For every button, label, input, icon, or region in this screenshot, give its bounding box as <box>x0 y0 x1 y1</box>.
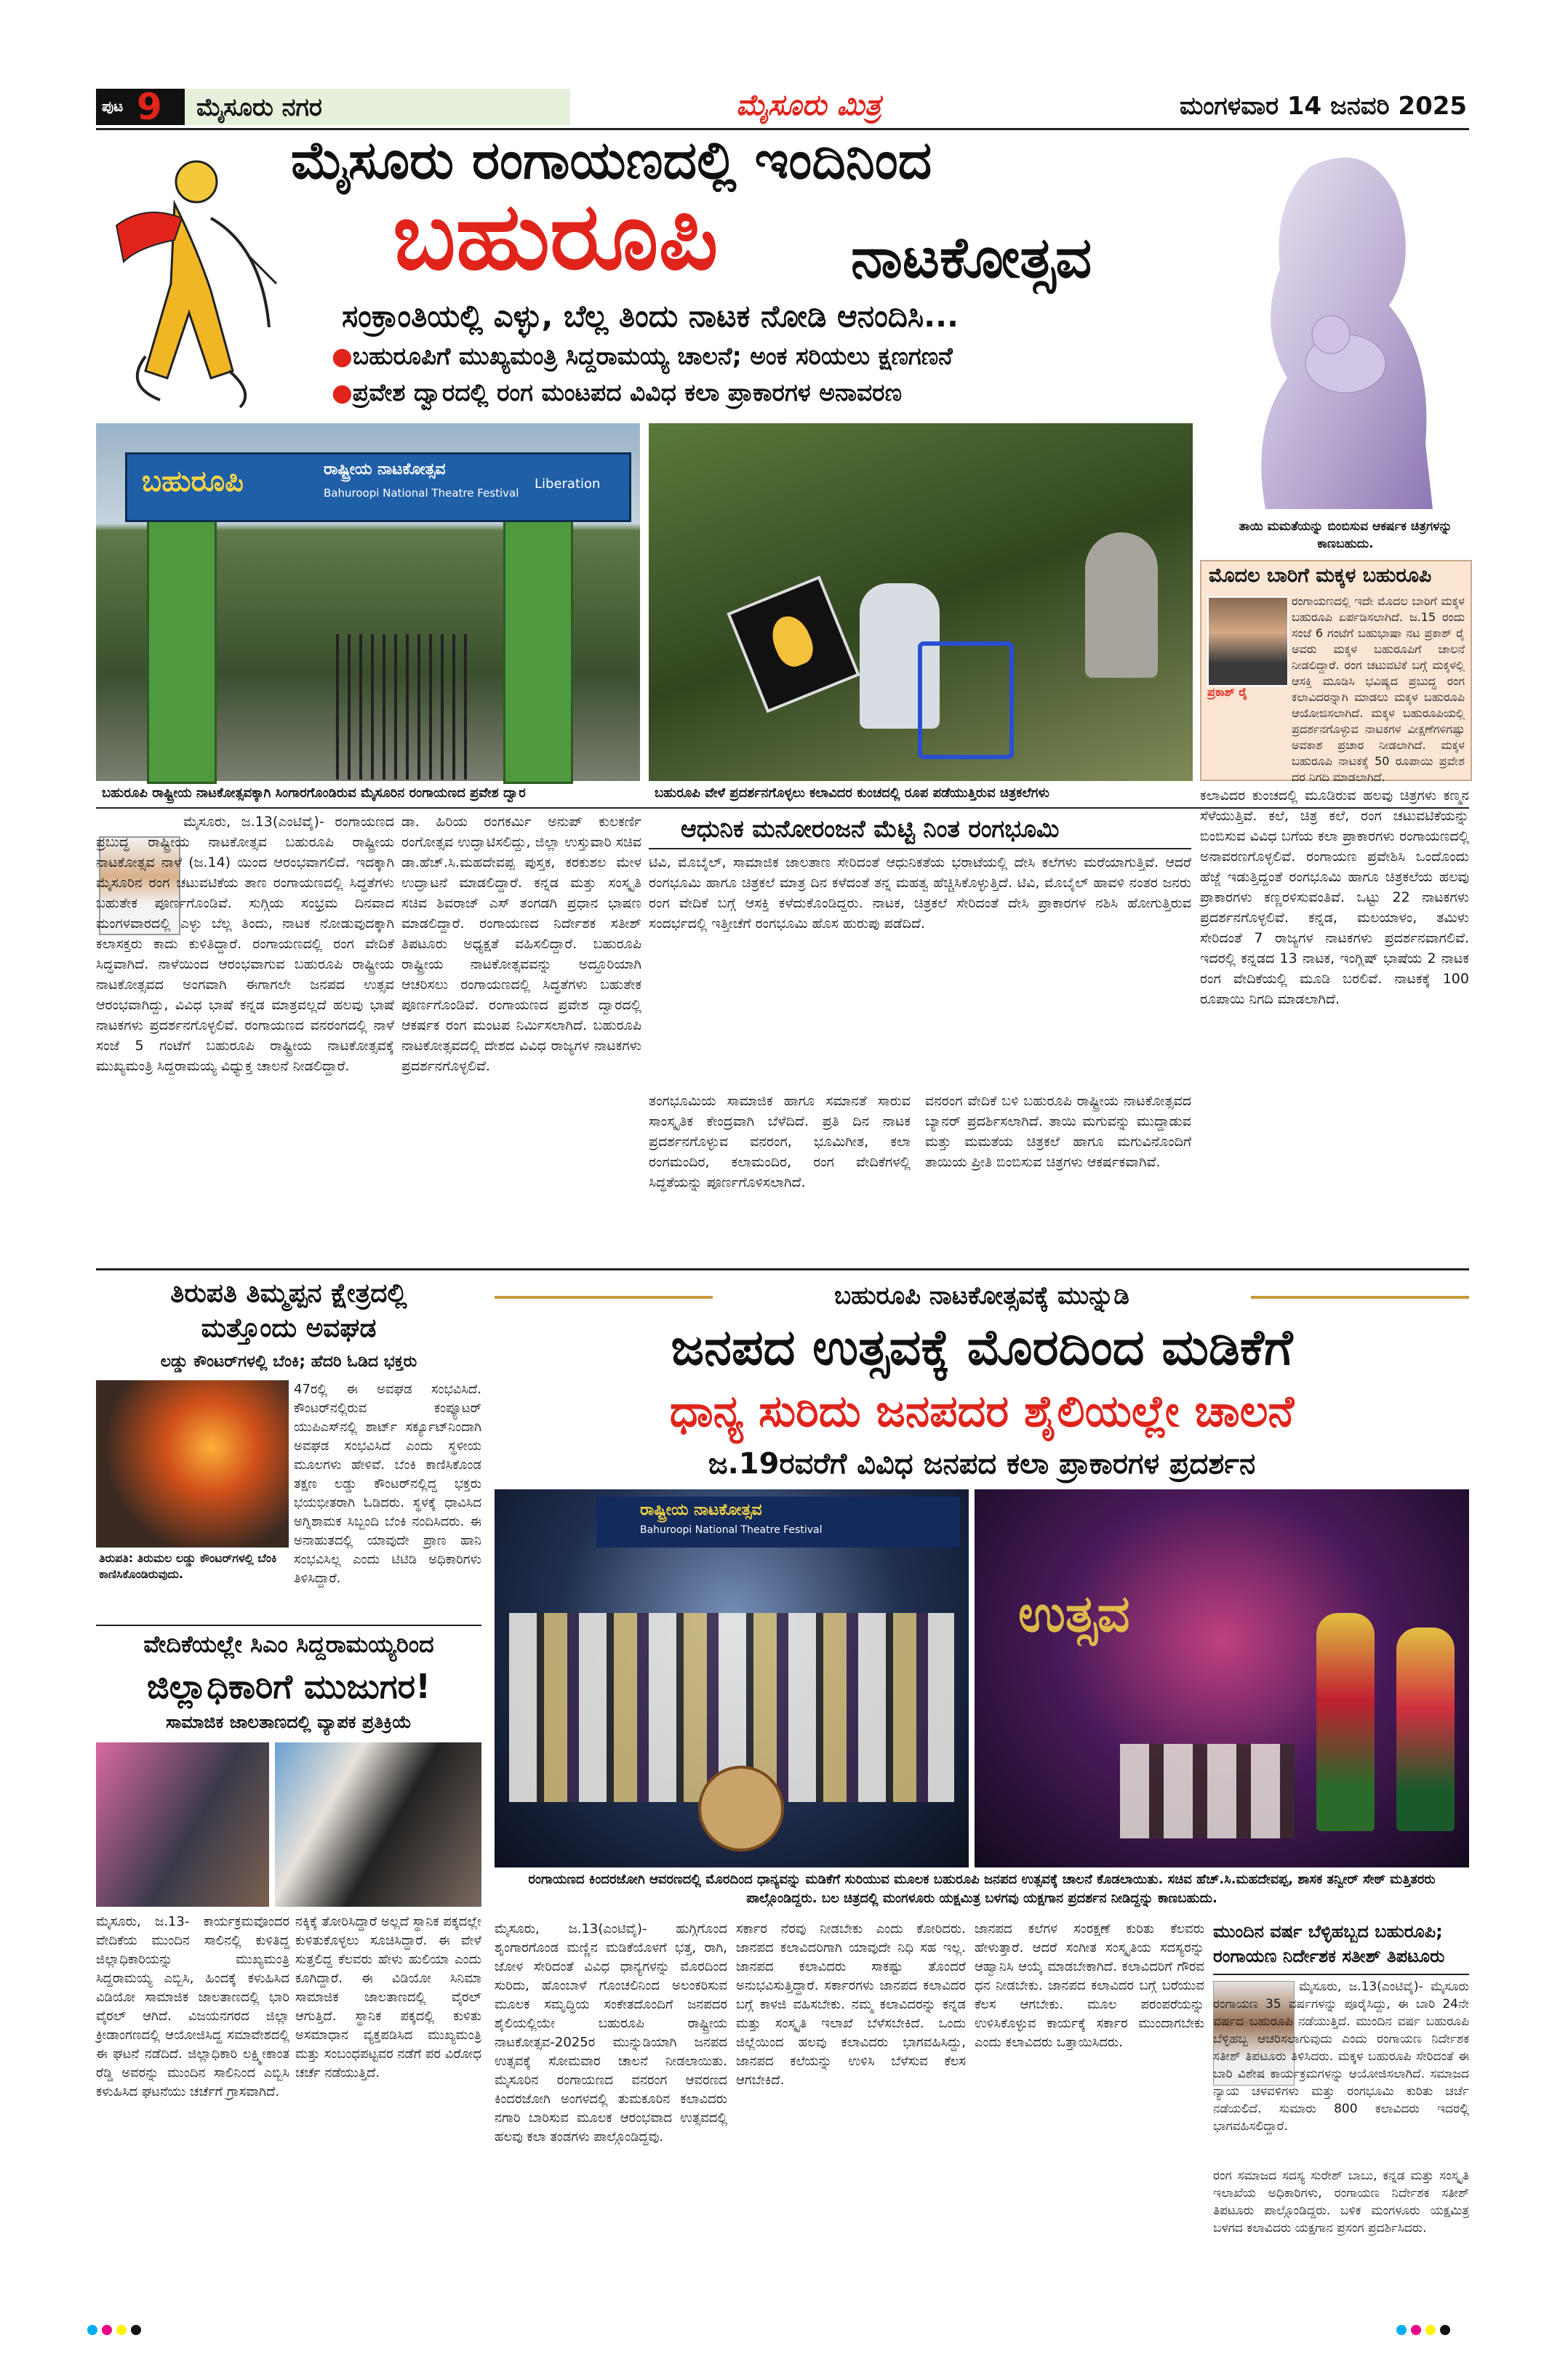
registration-marks-left <box>87 2324 141 2338</box>
dancer-1 <box>1316 1613 1375 1831</box>
cm-title-2: ಜಿಲ್ಲಾಧಿಕಾರಿಗೆ ಮುಜುಗರ! <box>146 1667 431 1706</box>
dancer-2 <box>1396 1628 1455 1831</box>
lead-kicker: ಮೈಸೂರು ರಂಗಾಯಣದಲ್ಲಿ ಇಂದಿನಿಂದ <box>291 129 932 191</box>
painter-photo <box>649 423 1193 781</box>
janapada-text-a: ಮೈಸೂರು, ಜ.13(ಎಂಟಿವೈ)- ಹುಗ್ಗಿಗೊಂದ ಶೃಂಗಾರಗೊಂಡ ಮಣ್ಣಿನ ಮಡಿಕೆಯೊಳಗೆ ಭತ್ತ, ರಾಗಿ, ಜೋಳ ಸೇರಿದಂತೆ ವಿವಿಧ ಧಾನ್ಯಗಳನ್ನು ಮೊರದಿಂದ ಸುರಿದು, ಹೊಂಬಾಳೆ ಗೊಂಚಲಿನಿಂದ ಅಲಂಕರಿಸುವ ಮೂಲಕ ಸಮೃದ್ಧಿಯ ಸಂಕೇತದೊಂದಿಗೆ ಜನಪದರ ಶೈಲಿಯಲ್ಲಿಯೇ ಬಹುರೂಪಿ ರಾಷ್ಟ್ರೀಯ ನಾಟಕೋತ್ಸವ-2025ರ ಮುನ್ನುಡಿಯಾಗಿ ಜನಪದ ಉತ್ಸವಕ್ಕೆ ಸೋಮವಾರ ಚಾಲನೆ ನೀಡಲಾಯಿತು. ಮೈಸೂರಿನ ರಂಗಾಯಣದ ವನರಂಗ ಆವರಣದ ಕಿಂದರಜೋಗಿ ಅಂಗಳದಲ್ಲಿ ತುಮಕೂರಿನ ಕಲಾವಿದರು ನಗಾರಿ ಬಾರಿಸುವ ಮೂಲಕ ಆರಂಭವಾದ ಉತ್ಸವದಲ್ಲಿ ಹಲವು ಕಲಾ ತಂಡಗಳು ಪಾಲ್ಗೊಂಡಿದ್ದವು. <box>495 1921 727 2145</box>
section-tab <box>185 89 570 125</box>
page-number: 9 <box>137 86 162 128</box>
lead-bullet-text: ಬಹುರೂಪಿಗೆ ಮುಖ್ಯಮಂತ್ರಿ ಸಿದ್ದರಾಮಯ್ಯ ಚಾಲನೆ; ಅಂಕ ಸರಿಯಲು ಕ್ಷಣಗಣನೆ <box>352 342 953 370</box>
mid-divider <box>96 1268 1469 1270</box>
tirupati-fire-photo <box>96 1380 289 1548</box>
cm-photo-1 <box>96 1742 269 1907</box>
tirupati-subtitle: ಲಡ್ಡು ಕೌಂಟರ್‌ಗಳಲ್ಲಿ ಬೆಂಕಿ; ಹೆದರಿ ಓಡಿದ ಭಕ್ತರು <box>160 1353 417 1371</box>
mother-child-sculpture <box>1222 138 1469 516</box>
painting-flame <box>766 611 819 672</box>
stage-banner-text: ರಾಷ್ಟ್ರೀಯ ನಾಟಕೋತ್ಸವ <box>640 1501 762 1519</box>
cm-divider <box>96 1625 481 1626</box>
gate-pillar-left <box>147 511 217 784</box>
kids-box-title: ಮೊದಲ ಬಾರಿಗೆ ಮಕ್ಕಳ ಬಹುರೂಪಿ <box>1209 564 1432 587</box>
decorated-pot <box>698 1766 784 1851</box>
lead-bullet-1 <box>332 342 953 371</box>
modern-box-title-rule <box>649 848 1191 849</box>
gate-sign-en: Bahuroopi National Theatre Festival <box>324 487 519 500</box>
sathish-title-2: ರಂಗಾಯಣ ನಿರ್ದೇಶಕ ಸತೀಶ್ ತಿಪಟೂರು <box>1213 1946 1445 1966</box>
painter-photo-caption: ಬಹುರೂಪಿ ವೇಳೆ ಪ್ರದರ್ಶನಗೊಳ್ಳಲು ಕಲಾವಿದರ ಕುಂಚದಲ್ಲಿ ರೂಪ ಪಡೆಯುತ್ತಿರುವ ಚಿತ್ರಕಲೆಗಳು <box>655 785 1050 801</box>
blue-chair <box>918 641 1014 759</box>
sathish-text: ಮೈಸೂರು, ಜ.13(ಎಂಟಿವೈ)- ಮೈಸೂರು ರಂಗಾಯಣ 35 ವರ್ಷಗಳನ್ನು ಪೂರೈಸಿದ್ದು, ಈ ಬಾರಿ 24ನೇ ವರ್ಷದ ಬಹುರೂಪಿ ನಡೆಯುತ್ತಿದೆ. ಮುಂದಿನ ವರ್ಷ ಬಹುರೂಪಿ ಬೆಳ್ಳಿಹಬ್ಬ ಆಚರಿಸಲಾಗುವುದು ಎಂದು ರಂಗಾಯಣ ನಿರ್ದೇಶಕ ಸತೀಶ್ ತಿಪಟೂರು ತಿಳಿಸಿದರು. ಮಕ್ಕಳ ಬಹುರೂಪಿ ಸೇರಿದಂತೆ ಈ ಬಾರಿ ವಿಶೇಷ ಕಾರ್ಯಕ್ರಮಗಳನ್ನು ಆಯೋಜಿಸಲಾಗಿದೆ. ಸಮಾಜದ ನ್ಯಾಯ ಚಳವಳಿಗಳು ಮತ್ತು ರಂಗಭೂಮಿ ಕುರಿತು ಚರ್ಚೆ ನಡೆಯಲಿದೆ. ಸುಮಾರು 800 ಕಲಾವಿದರು ಇದರಲ್ಲಿ ಭಾಗವಹಿಸಲಿದ್ದಾರೆ. <box>1213 1979 1469 2134</box>
cm-text-a: ಮೈಸೂರು, ಜ.13- ಕಾರ್ಯಕ್ರಮವೊಂದರ ವೇದಿಕೆಯ ಮುಂದಿನ ಸಾಲಿನಲ್ಲಿ ಕುಳಿತಿದ್ದ ಜಿಲ್ಲಾಧಿಕಾರಿಯನ್ನು ಮುಖ್ಯಮಂತ್ರಿ ಸಿದ್ದರಾಮಯ್ಯ ಎಬ್ಬಿಸಿ, ಹಿಂದಕ್ಕೆ ಕಳುಹಿಸಿದ ವಿಡಿಯೋ ಸಾಮಾಜಿಕ ಜಾಲತಾಣದಲ್ಲಿ ಭಾರಿ ವೈರಲ್ ಆಗಿದೆ. ವಿಜಯನಗರದ ಜಿಲ್ಲಾ ಕ್ರೀಡಾಂಗಣದಲ್ಲಿ ಆಯೋಜಿಸಿದ್ದ ಸಮಾವೇಶದಲ್ಲಿ ಈ ಘಟನೆ ನಡೆದಿದೆ. ಜಿಲ್ಲಾಧಿಕಾರಿ ಲಕ್ಷ್ಮೀಕಾಂತ ರೆಡ್ಡಿ ಅವರನ್ನು ಮುಂದಿನ ಸಾಲಿನಿಂದ ಎಬ್ಬಿಸಿ ಕಳುಹಿಸಿದ ಘಟನೆಯು ಚರ್ಚೆಗೆ ಗ್ರಾಸವಾಗಿದೆ. <box>96 1914 289 2099</box>
cm-photo-2 <box>275 1742 481 1907</box>
page-label-box <box>96 86 185 128</box>
janapada-title-1: ಜನಪದ ಉತ್ಸವಕ್ಕೆ ಮೊರದಿಂದ ಮಡಿಕೆಗೆ <box>671 1319 1293 1377</box>
main-article-col2: ಡಾ. ಹಿರಿಯ ರಂಗಕರ್ಮಿ ಅನುಪ್ ಕುಲಕರ್ಣಿ ರಂಗೋತ್ಸವ ಉದ್ಘಾಟಿಸಲಿದ್ದು, ಜಿಲ್ಲಾ ಉಸ್ತುವಾರಿ ಸಚಿವ ಡಾ.ಹೆಚ್.ಸಿ.ಮಹದೇವಪ್ಪ ಪುಸ್ತಕ, ಕರಕುಶಲ ಮೇಳ ಉದ್ಘಾಟನೆ ಮಾಡಲಿದ್ದಾರೆ. ಕನ್ನಡ ಮತ್ತು ಸಂಸ್ಕೃತಿ ಸಚಿವ ಶಿವರಾಜ್ ಎಸ್ ತಂಗಡಗಿ ಪ್ರಧಾನ ಭಾಷಣ ಮಾಡಲಿದ್ದಾರೆ. ರಂಗಾಯಣದ ನಿರ್ದೇಶಕ ಸತೀಶ್ ತಿಪಟೂರು ಅಧ್ಯಕ್ಷತೆ ವಹಿಸಲಿದ್ದಾರೆ. ಬಹುರೂಪಿ ರಾಷ್ಟ್ರೀಯ ನಾಟಕೋತ್ಸವವನ್ನು ಅದ್ದೂರಿಯಾಗಿ ಆಚರಿಸಲು ರಂಗಾಯಣದಲ್ಲಿ ಸಿದ್ಧತೆಗಳು ಬಹುತೇಕ ಪೂರ್ಣಗೊಂಡಿವೆ. ರಂಗಾಯಣದ ಪ್ರವೇಶ ದ್ವಾರದಲ್ಲಿ ಆಕರ್ಷಕ ರಂಗ ಮಂಟಪ ನಿರ್ಮಿಸಲಾಗಿದೆ. ಬಹುರೂಪಿ ನಾಟಕೋತ್ಸವದಲ್ಲಿ ದೇಶದ ವಿವಿಧ ರಾಜ್ಯಗಳ ನಾಟಕಗಳು ಪ್ರದರ್ಶನಗೊಳ್ಳಲಿವೆ. <box>401 814 641 1074</box>
right-article-col: ಕಲಾವಿದರ ಕುಂಚದಲ್ಲಿ ಮೂಡಿರುವ ಹಲವು ಚಿತ್ರಗಳು ಕಣ್ಮನ ಸೆಳೆಯುತ್ತಿವೆ. ಕಲೆ, ಚಿತ್ರ ಕಲೆ, ರಂಗ ಚಟುವಟಿಕೆಯನ್ನು ಬಿಂಬಿಸುವ ವಿವಿಧ ಬಗೆಯ ಕಲಾ ಪ್ರಾಕಾರಗಳು ರಂಗಾಯಣದಲ್ಲಿ ಅನಾವರಣಗೊಳ್ಳಲಿವೆ. ರಂಗಾಯಣ ಪ್ರವೇಶಿಸಿ ಒಂದೊಂದು ಹೆಜ್ಜೆ ಇಡುತ್ತಿದ್ದಂತೆ ರಂಗಭೂಮಿ ಹಾಗೂ ಚಿತ್ರಕಲೆಯ ಹಲವು ಪ್ರಾಕಾರಗಳು ಕಣ್ಣರಳಿಸುವಂತಿವೆ. ಒಟ್ಟು 22 ನಾಟಕಗಳು ಪ್ರದರ್ಶನಗೊಳ್ಳಲಿವೆ. ಕನ್ನಡ, ಮಲಯಾಳಂ, ತಮಿಳು ಸೇರಿದಂತೆ 7 ರಾಜ್ಯಗಳ ನಾಟಕಗಳು ಪ್ರದರ್ಶನವಾಗಲಿವೆ. ಇದರಲ್ಲಿ ಕನ್ನಡದ 13 ನಾಟಕ, ಇಂಗ್ಲಿಷ್ ಭಾಷೆಯ 2 ನಾಟಕ ರಂಗ ವೇದಿಕೆಯಲ್ಲಿ ಮೂಡಿ ಬರಲಿವೆ. ನಾಟಕಕ್ಕೆ 100 ರೂಪಾಯಿ ನಿಗದಿ ಮಾಡಲಾಗಿದೆ. <box>1200 788 1469 1007</box>
kids-box-text: ರಂಗಾಯಣದಲ್ಲಿ ಇದೇ ಮೊದಲ ಬಾರಿಗೆ ಮಕ್ಕಳ ಬಹುರೂಪಿ ಏರ್ಪಡಿಸಲಾಗಿದೆ. ಜ.15 ರಂದು ಸಂಜೆ 6 ಗಂಟೆಗೆ ಬಹುಭಾಷಾ ನಟ ಪ್ರಕಾಶ್ ರೈ ಅವರು ಮಕ್ಕಳ ಬಹುರೂಪಿಗೆ ಚಾಲನೆ ನೀಡಲಿದ್ದಾರೆ. ರಂಗ ಚಟುವಟಿಕೆ ಬಗ್ಗೆ ಮಕ್ಕಳಲ್ಲಿ ಆಸಕ್ತಿ ಮೂಡಿಸಿ ಭವಿಷ್ಯದ ಪ್ರಬುದ್ಧ ರಂಗ ಕಲಾವಿದರನ್ನಾಗಿ ಮಾಡಲು ಮಕ್ಕಳ ಬಹುರೂಪಿ ಆಯೋಜಿಸಲಾಗಿದೆ. ಮಕ್ಕಳ ಬಹುರೂಪಿಯಲ್ಲಿ ಪ್ರದರ್ಶನಗೊಳ್ಳುವ ನಾಟಕಗಳ ವೀಕ್ಷಣೆಗಳಿಗಷ್ಟು ಅವಕಾಶ ಪ್ರಚಾರ ನೀಡಲಾಗಿದೆ. ಮಕ್ಕಳ ಬಹುರೂಪಿ ನಾಟಕಕ್ಕೆ 50 ರೂಪಾಯಿ ಪ್ರವೇಶ ದರ ನಿಗದಿ ಮಾಡಲಾಗಿದೆ. <box>1292 594 1465 784</box>
issue-date: ಮಂಗಳವಾರ 14 ಜನವರಿ 2025 <box>1180 92 1468 121</box>
yakshagana-photo <box>975 1489 1469 1867</box>
bullet-dot-icon: ● <box>332 378 353 407</box>
lead-bullet-2 <box>332 378 902 407</box>
section-name: ಮೈಸೂರು ನಗರ <box>196 93 322 122</box>
lead-title-small: ನಾಟಕೋತ್ಸವ <box>851 225 1092 291</box>
page-header <box>96 86 1469 127</box>
registration-marks-right <box>1396 2324 1450 2338</box>
janapada-text-b: ಸರ್ಕಾರ ನೆರವು ನೀಡಬೇಕು ಎಂದು ಕೋರಿದರು. ಜಾನಪದ ಕಲಾವಿದರಿಗಾಗಿ ಯಾವುದೇ ನಿಧಿ ಸಹ ಇಲ್ಲ. ಜಾನಪದ ಕಲಾವಿದರು ಸಾಕಷ್ಟು ತೊಂದರೆ ಅನುಭವಿಸುತ್ತಿದ್ದಾರೆ. ಸರ್ಕಾರಗಳು ಜಾನಪದ ಕಲಾವಿದರ ಬಗ್ಗೆ ಕಾಳಜಿ ವಹಿಸಬೇಕು. ನಮ್ಮ ಕಲಾವಿದರನ್ನು ಕನ್ನಡ ಮತ್ತು ಸಂಸ್ಕೃತಿ ಇಲಾಖೆ ಬೆಳೆಸಬೇಕಿದೆ. ಒಂದು ಜಿಲ್ಲೆಯಿಂದ ಹಲವು ಕಲಾವಿದರು ಭಾಗವಹಿಸಿದ್ದು, ಜಾನಪದ ಕಲೆಯನ್ನು ಉಳಿಸಿ ಬೆಳೆಸುವ ಕೆಲಸ ಆಗಬೇಕಿದೆ. <box>736 1921 966 2088</box>
gate-pillar-right <box>503 511 573 784</box>
gate-grille <box>336 634 467 780</box>
lead-title-big: ಬಹುರೂಪಿ <box>393 183 719 291</box>
sathish-title-rule <box>1213 1974 1469 1975</box>
kids-bahuroopi-box <box>1200 560 1472 784</box>
rangayana-gate-photo <box>96 423 640 781</box>
bullet-dot-icon: ● <box>332 342 353 370</box>
gate-liberation: Liberation <box>535 476 601 492</box>
tirupati-title-2: ಮತ್ತೊಂದು ಅವಘಡ <box>201 1313 377 1343</box>
janapada-kicker-bar <box>495 1281 1469 1312</box>
janapada-title-2: ಧಾನ್ಯ ಸುರಿದು ಜನಪದರ ಶೈಲಿಯಲ್ಲೇ ಚಾಲನೆ <box>669 1386 1295 1437</box>
canvas-painting <box>727 576 860 713</box>
main-article-col1: ಮೈಸೂರು, ಜ.13(ಎಂಟಿವೈ)- ರಂಗಾಯಣದ ಪ್ರಬುದ್ಧ ರಾಷ್ಟ್ರೀಯ ನಾಟಕೋತ್ಸವ ಬಹುರೂಪಿ ರಾಷ್ಟ್ರೀಯ ನಾಟಕೋತ್ಸವ ನಾಳೆ (ಜ.14) ಯಿಂದ ಆರಂಭವಾಗಲಿದೆ. ಇದಕ್ಕಾಗಿ ಮೈಸೂರಿನ ರಂಗ ಚಟುವಟಿಕೆಯ ತಾಣ ರಂಗಾಯಣದಲ್ಲಿ ಸಿದ್ಧತೆಗಳು ಬಹುತೇಕ ಪೂರ್ಣಗೊಂಡಿವೆ. ಸುಗ್ಗಿಯ ಸಂಭ್ರಮ ದಿನವಾದ ಮಂಗಳವಾರದಲ್ಲಿ ಎಳ್ಳು ಬೆಲ್ಲ ತಿಂದು, ನಾಟಕ ನೋಡುವುದಕ್ಕಾಗಿ ಕಲಾಸಕ್ತರು ಕಾದು ಕುಳಿತಿದ್ದಾರೆ. ರಂಗಾಯಣದಲ್ಲಿ ರಂಗ ವೇದಿಕೆ ಸಿದ್ಧವಾಗಿದೆ. ನಾಳೆಯಿಂದ ಆರಂಭವಾಗುವ ಬಹುರೂಪಿ ರಾಷ್ಟ್ರೀಯ ನಾಟಕೋತ್ಸವದ ಅಂಗವಾಗಿ ಈಗಾಗಲೇ ಜನಪದ ಉತ್ಸವ ಆರಂಭವಾಗಿದ್ದು, ವಿವಿಧ ಭಾಷೆ ಕನ್ನಡ ಮಾತ್ರವಲ್ಲದೆ ಹಲವು ಭಾಷೆ ನಾಟಕಗಳು ಪ್ರದರ್ಶನಗೊಳ್ಳಲಿವೆ. ರಂಗಾಯಣದ ವನರಂಗದಲ್ಲಿ ನಾಳೆ ಸಂಜೆ 5 ಗಂಟೆಗೆ ಬಹುರೂಪಿ ರಾಷ್ಟ್ರೀಯ ನಾಟಕೋತ್ಸವಕ್ಕೆ ಮುಖ್ಯಮಂತ್ರಿ ಸಿದ್ದರಾಮಯ್ಯ ವಿಧ್ಯುಕ್ತ ಚಾಲನೆ ನೀಡಲಿದ್ದಾರೆ. <box>96 814 394 1074</box>
cm-subtitle: ಸಾಮಾಜಿಕ ಜಾಲತಾಣದಲ್ಲಿ ವ್ಯಾಪಕ ಪ್ರತಿಕ್ರಿಯೆ <box>166 1712 412 1732</box>
kicker-line-left <box>495 1296 713 1299</box>
modern-theatre-box <box>649 812 1191 1262</box>
lead-bullet-text: ಪ್ರವೇಶ ದ್ವಾರದಲ್ಲಿ ರಂಗ ಮಂಟಪದ ವಿವಿಧ ಕಲಾ ಪ್ರಾಕಾರಗಳ ಅನಾವರಣ <box>352 378 903 407</box>
stage2-backdrop-text: ಉತ್ಸವ <box>1018 1584 1130 1644</box>
page-label: ಪುಟ <box>102 97 124 115</box>
sathish-box <box>1213 1920 1469 2302</box>
lead-subtitle: ಸಂಕ್ರಾಂತಿಯಲ್ಲಿ ಎಳ್ಳು, ಬೆಲ್ಲ ತಿಂದು ನಾಟಕ ನೋಡಿ ಆನಂದಿಸಿ... <box>342 298 959 334</box>
janapada-caption: ರಂಗಾಯಣದ ಕಿಂದರಜೋಗಿ ಆವರಣದಲ್ಲಿ ಮೊರದಿಂದ ಧಾನ್ಯವನ್ನು ಮಡಿಕೆಗೆ ಸುರಿಯುವ ಮೂಲಕ ಬಹುರೂಪಿ ಜನಪದ ಉತ್ಸವಕ್ಕೆ ಚಾಲನೆ ಕೊಡಲಾಯಿತು. ಸಚಿವ ಹೆಚ್.ಸಿ.ಮಹದೇವಪ್ಪ, ಶಾಸಕ ತನ್ವೀರ್ ಸೇಠ್ ಮತ್ತಿತರರು ಪಾಲ್ಗೊಂಡಿದ್ದರು. ಬಲ ಚಿತ್ರದಲ್ಲಿ ಮಂಗಳೂರು ಯಕ್ಷಮಿತ್ರ ಬಳಗವು ಯಕ್ಷಗಾನ ಪ್ರದರ್ಶನ ನೀಡಿದ್ದನ್ನು ಕಾಣಬಹುದು. <box>528 1872 1436 1906</box>
kicker-line-right <box>1251 1296 1469 1299</box>
janapada-subtitle: ಜ.19ರವರೆಗೆ ವಿವಿಧ ಜನಪದ ಕಲಾ ಪ್ರಾಕಾರಗಳ ಪ್ರದರ್ಶನ <box>708 1447 1256 1481</box>
tirupati-text: 47ರಲ್ಲಿ ಈ ಅವಘಡ ಸಂಭವಿಸಿದೆ. ಕೌಂಟರ್‌ನಲ್ಲಿರುವ ಕಂಪ್ಯೂಟರ್ ಯುಪಿಎಸ್‌ನಲ್ಲಿ ಶಾರ್ಟ್ ಸರ್ಕ್ಯೂಟ್‌ನಿಂದಾಗಿ ಅವಘಡ ಸಂಭವಿಸಿದೆ ಎಂದು ಸ್ಥಳೀಯ ಮೂಲಗಳು ಹೇಳಿವೆ. ಬೆಂಕಿ ಕಾಣಿಸಿಕೊಂಡ ತಕ್ಷಣ ಲಡ್ಡು ಕೌಂಟರ್‌ನಲ್ಲಿದ್ದ ಭಕ್ತರು ಭಯಭೀತರಾಗಿ ಓಡಿದರು. ಸ್ಥಳಕ್ಕೆ ಧಾವಿಸಿದ ಅಗ್ನಿಶಾಮಕ ಸಿಬ್ಬಂದಿ ಬೆಂಕಿ ನಂದಿಸಿದರು. ಈ ಅನಾಹುತದಲ್ಲಿ ಯಾವುದೇ ಪ್ರಾಣ ಹಾನಿ ಸಂಭವಿಸಿಲ್ಲ ಎಂದು ಟಿಟಿಡಿ ಅಧಿಕಾರಿಗಳು ತಿಳಿಸಿದ್ದಾರೆ. <box>294 1382 481 1586</box>
janapada-kicker: ಬಹುರೂಪಿ ನಾಟಕೋತ್ಸವಕ್ಕೆ ಮುನ್ನುಡಿ <box>834 1281 1129 1310</box>
gate-photo-caption: ಬಹುರೂಪಿ ರಾಷ್ಟ್ರೀಯ ನಾಟಕೋತ್ಸವಕ್ಕಾಗಿ ಸಿಂಗಾರಗೊಂಡಿರುವ ಮೈಸೂರಿನ ರಂಗಾಯಣದ ಪ್ರವೇಶ ದ್ವಾರ <box>102 785 526 801</box>
gate-sign-sub: ರಾಷ್ಟ್ರೀಯ ನಾಟಕೋತ್ಸವ <box>324 460 446 479</box>
modern-box-title: ಆಧುನಿಕ ಮನೋರಂಜನೆ ಮೆಟ್ಟಿ ನಿಂತ ರಂಗಭೂಮಿ <box>681 814 1060 843</box>
tirupati-caption: ತಿರುಪತಿ: ತಿರುಮಲ ಲಡ್ಡು ಕೌಂಟರ್‌ಗಳಲ್ಲಿ ಬೆಂಕಿ ಕಾಣಿಸಿಕೊಂಡಿರುವುದು. <box>99 1551 277 1581</box>
sculpture-caption: ತಾಯಿ ಮಮತೆಯನ್ನು ಬಿಂಬಿಸುವ ಆಕರ್ಷಕ ಚಿತ್ರಗಳನ್ನು ಕಾಣಬಹುದು. <box>1239 519 1452 551</box>
prakash-rai-photo <box>1207 596 1289 686</box>
stone-sculpture <box>1085 532 1158 678</box>
modern-col-b: ತಂಗಭೂಮಿಯ ಸಾಮಾಜಿಕ ಹಾಗೂ ಸಮಾನತೆ ಸಾರುವ ಸಾಂಸ್ಕೃತಿಕ ಕೇಂದ್ರವಾಗಿ ಬೆಳೆದಿದೆ. ಪ್ರತಿ ದಿನ ನಾಟಕ ಪ್ರದರ್ಶನಗೊಳ್ಳುವ ವನರಂಗ, ಭೂಮಿಗೀತ, ಕಲಾ ರಂಗಮಂದಿರ, ಕಲಾಮಂದಿರ, ರಂಗ ವೇದಿಕೆಗಳಲ್ಲಿ ಸಿದ್ಧತೆಯನ್ನು ಪೂರ್ಣಗೊಳಿಸಲಾಗಿದೆ. <box>649 1093 911 1190</box>
musicians <box>1120 1744 1295 1838</box>
gate-sign-text: ಬಹುರೂಪಿ <box>142 465 244 498</box>
prakash-rai-label: ಪ್ರಕಾಶ್ ರೈ <box>1207 685 1248 699</box>
cm-title-1: ವೇದಿಕೆಯಲ್ಲೇ ಸಿಎಂ ಸಿದ್ದರಾಮಯ್ಯರಿಂದ <box>143 1630 434 1658</box>
masthead-logo: ಮೈಸೂರು ಮಿತ್ರ <box>736 89 881 122</box>
hanuman-illustration <box>102 138 284 415</box>
stage-banner-en: Bahuroopi National Theatre Festival <box>640 1524 823 1536</box>
janapada-inauguration-photo <box>495 1489 969 1867</box>
tirupati-title-1: ತಿರುಪತಿ ತಿಮ್ಮಪ್ಪನ ಕ್ಷೇತ್ರದಲ್ಲಿ <box>170 1278 407 1308</box>
cm-text-b: ನಕ್ಕಿಕ್ಕೆ ತೋರಿಸಿದ್ದಾರೆ ಅಲ್ಲದೆ ಸ್ಥಾನಿಕ ಪಕ್ಕದಲ್ಲೇ ಕುಳಿತುಕೊಳ್ಳಲು ಸೂಚಿಸಿದ್ದಾರೆ. ಈ ವೇಳೆ ಸುತ್ತಲಿದ್ದ ಕೆಲವರು ಹೇಳು ಹುಲಿಯಾ ಎಂದು ಕೂಗಿದ್ದಾರೆ. ಈ ವಿಡಿಯೋ ಸಿನಿಮಾ ಸಾಮಾಜಿಕ ಜಾಲತಾಣದಲ್ಲಿ ವೈರಲ್ ಆಗುತ್ತಿದೆ. ಸ್ಥಾನಿಕ ಪಕ್ಕದಲ್ಲಿ ಕುಳಿತು ಅಸಮಾಧಾನ ವ್ಯಕ್ತಪಡಿಸಿದ ಮುಖ್ಯಮಂತ್ರಿ ಮತ್ತು ಸಂಬಂಧಪಟ್ಟವರ ನಡೆಗೆ ಪರ ವಿರೋಧ ಚರ್ಚೆ ನಡೆಯುತ್ತಿದೆ. <box>295 1914 481 2081</box>
sathish-title-1: ಮುಂದಿನ ವರ್ಷ ಬೆಳ್ಳಿಹಬ್ಬದ ಬಹುರೂಪಿ; <box>1213 1921 1443 1942</box>
modern-col-a: ಟಿವಿ, ಮೊಬೈಲ್, ಸಾಮಾಜಿಕ ಜಾಲತಾಣ ಸೇರಿದಂತೆ ಆಧುನಿಕತೆಯ ಭರಾಟೆಯಲ್ಲಿ ದೇಸಿ ಕಲೆಗಳು ಮರೆಯಾಗುತ್ತಿವೆ. ಆದರೆ ರಂಗಭೂಮಿ ಹಾಗೂ ಚಿತ್ರಕಲೆ ಮಾತ್ರ ದಿನ ಕಳೆದಂತೆ ತನ್ನ ಮಹತ್ವ ಹೆಚ್ಚಿಸಿಕೊಳ್ಳುತ್ತಿದೆ. ಟಿವಿ, ಮೊಬೈಲ್ ಹಾವಳಿ ನಂತರ ಜನರು ರಂಗ ವೇದಿಕೆ ಬಗ್ಗೆ ಆಸಕ್ತಿ ಕಳೆದುಕೊಂಡಿದ್ದರು. ನಾಟಕ, ಚಿತ್ರಕಲೆ ಸೇರಿದಂತೆ ದೇಸಿ ಪ್ರಾಕಾರಗಳ ನಶಿಸಿ ಹೋಗುತ್ತಿರುವ ಸಂದರ್ಭದಲ್ಲಿ ಇತ್ತೀಚೆಗೆ ರಂಗಭೂಮಿ ಹೊಸ ಹುರುಪು ಪಡೆದಿದೆ. <box>649 854 1191 932</box>
gate-banner <box>125 452 631 522</box>
janapada-text-c: ಜಾನಪದ ಕಲೆಗಳ ಸಂರಕ್ಷಣೆ ಕುರಿತು ಕೆಲವರು ಹೇಳುತ್ತಾರೆ. ಆದರೆ ಸಂಗೀತ ಸಂಸ್ಕೃತಿಯ ಸದಸ್ಯರನ್ನು ಆಹ್ವಾನಿಸಿ ಆಯ್ಕೆ ಮಾಡಬೇಕಾಗಿದೆ. ಕಲಾವಿದರಿಗೆ ಗೌರವ ಧನ ನೀಡಬೇಕು. ಜಾನಪದ ಕಲಾವಿದರ ಬಗ್ಗೆ ಬರೆಯುವ ಕೆಲಸ ಆಗಬೇಕು. ಮೂಲ ಪರಂಪರೆಯನ್ನು ಉಳಿಸಿಕೊಳ್ಳುವ ಕಾರ್ಯಕ್ಕೆ ಸರ್ಕಾರ ಮುಂದಾಗಬೇಕು ಎಂದು ಕಲಾವಿದರು ಒತ್ತಾಯಿಸಿದರು. <box>975 1921 1204 2050</box>
stage-banner <box>596 1497 960 1548</box>
modern-col-c: ವನರಂಗ ವೇದಿಕೆ ಬಳಿ ಬಹುರೂಪಿ ರಾಷ್ಟ್ರೀಯ ನಾಟಕೋತ್ಸವದ ಬ್ಯಾನರ್ ಪ್ರದರ್ಶಿಸಲಾಗಿದೆ. ತಾಯಿ ಮಗುವನ್ನು ಮುದ್ದಾಡುವ ಮತ್ತು ಮಮತೆಯ ಚಿತ್ರಕಲೆ ಹಾಗೂ ಮಗುವಿನೊಂದಿಗೆ ತಾಯಿಯ ಪ್ರೀತಿ ಬಿಂಬಿಸುವ ಚಿತ್ರಗಳು ಆಕರ್ಷಕವಾಗಿವೆ. <box>925 1093 1191 1170</box>
sathish-text-b: ರಂಗ ಸಮಾಜದ ಸದಸ್ಯ ಸುರೇಶ್ ಬಾಬು, ಕನ್ನಡ ಮತ್ತು ಸಂಸ್ಕೃತಿ ಇಲಾಖೆಯ ಅಧಿಕಾರಿಗಳು, ರಂಗಾಯಣ ನಿರ್ದೇಶಕ ಸತೀಶ್ ತಿಪಟೂರು ಪಾಲ್ಗೊಂಡಿದ್ದರು. ಬಳಿಕ ಮಂಗಳೂರು ಯಕ್ಷಮಿತ್ರ ಬಳಗದ ಕಲಾವಿದರು ಯಕ್ಷಗಾನ ಪ್ರಸಂಗ ಪ್ರದರ್ಶಿಸಿದರು. <box>1213 2169 1469 2235</box>
